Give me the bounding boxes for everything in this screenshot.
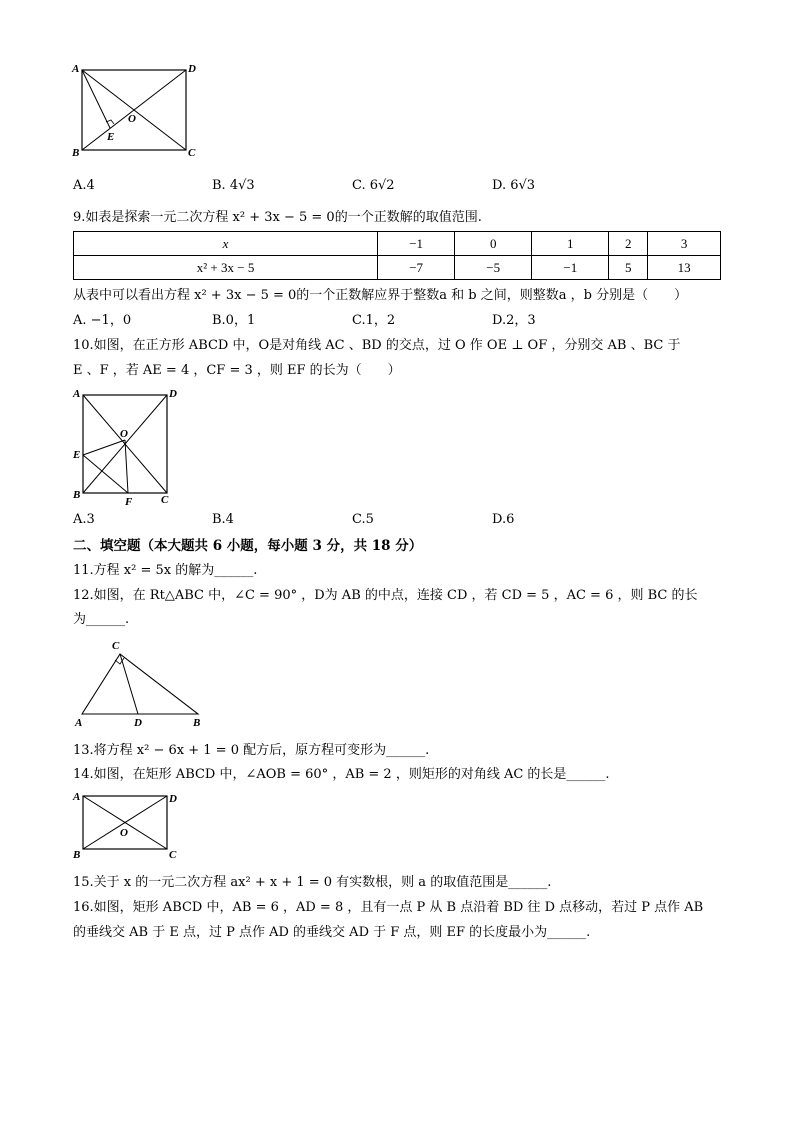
fig8-label-d: D (188, 63, 196, 75)
q8-option-b: B. 4√3 (212, 178, 255, 193)
fig8-label-e: E (107, 131, 115, 143)
table-row (74, 232, 721, 256)
q9-option-b: B.0，1 (212, 313, 256, 328)
q9-followup: 从表中可以看出方程 x² + 3x − 5 = 0的一个正数解应界于整数a 和 b 之间，则整数a ，b 分别是（ ） (73, 288, 688, 303)
q10-line1: 10.如图，在正方形 ABCD 中，O是对角线 AC 、BD 的交点，过 O 作 OE ⊥ OF ，分别交 AB 、BC 于 (73, 338, 681, 353)
fig10-label-b: B (73, 489, 81, 501)
fig10-label-f: F (125, 496, 133, 507)
q8-option-a: A.4 (73, 178, 95, 193)
q12-line2: 为______. (73, 612, 130, 627)
q10-option-d: D.6 (492, 512, 515, 527)
table-cell: 0 (455, 232, 532, 256)
q13-text: 13.将方程 x² − 6x + 1 = 0 配方后，原方程可变形为______. (73, 743, 430, 758)
table-cell: 5 (609, 256, 648, 280)
q10-option-c: C.5 (352, 512, 374, 527)
figure-q14-rectangle (70, 788, 185, 860)
q14-text: 14.如图，在矩形 ABCD 中，∠AOB = 60° ，AB = 2 ，则矩形的对角线 AC 的长是______. (73, 767, 610, 782)
q11-text: 11.方程 x² = 5x 的解为______. (73, 563, 258, 578)
q9-value-table (73, 231, 721, 280)
fig8-label-a: A (72, 63, 80, 75)
table-cell: −1 (378, 232, 455, 256)
fig12-label-c: C (112, 640, 120, 652)
table-cell: −5 (455, 256, 532, 280)
fig8-label-o: O (128, 113, 136, 125)
fig10-label-d: D (169, 388, 177, 400)
section-heading-fill-in: 二、填空题（本大题共 6 小题，每小题 3 分，共 18 分） (73, 538, 423, 554)
fig14-label-d: D (169, 793, 177, 805)
q16-line1: 16.如图，矩形 ABCD 中，AB = 6 ，AD = 8 ，且有一点 P 从 B 点沿着 BD 往 D 点移动，若过 P 点作 AB (73, 900, 704, 915)
q16-line2: 的垂线交 AB 于 E 点，过 P 点作 AD 的垂线交 AD 于 F 点，则 EF 的长度最小为______. (73, 925, 591, 940)
fig8-label-b: B (72, 147, 80, 159)
q8-option-d: D. 6√3 (492, 178, 536, 193)
fig14-label-o: O (120, 827, 128, 839)
table-row (74, 256, 721, 280)
figure-q8-rectangle (70, 60, 210, 160)
fig8-label-c: C (188, 147, 196, 159)
table-cell: x² + 3x − 5 (74, 256, 378, 280)
table-cell: 3 (648, 232, 721, 256)
q10-option-b: B.4 (212, 512, 234, 527)
figure-q10-square (70, 385, 180, 507)
q15-text: 15.关于 x 的一元二次方程 ax² + x + 1 = 0 有实数根，则 a 的取值范围是______. (73, 875, 552, 890)
q9-option-d: D.2，3 (492, 313, 536, 328)
fig14-label-b: B (73, 849, 81, 860)
fig12-label-b: B (193, 717, 201, 728)
fig10-label-o: O (120, 428, 128, 440)
table-cell: 13 (648, 256, 721, 280)
fig14-label-a: A (73, 791, 81, 803)
q8-option-c: C. 6√2 (352, 178, 395, 193)
fig10-label-a: A (73, 388, 81, 400)
q9-option-c: C.1，2 (352, 313, 396, 328)
q9-option-a: A. −1，0 (73, 313, 132, 328)
fig10-label-c: C (161, 494, 169, 506)
fig10-label-e: E (73, 449, 81, 461)
table-cell: 1 (532, 232, 609, 256)
table-cell: −1 (532, 256, 609, 280)
fig12-label-d: D (134, 717, 142, 728)
figure-q12-triangle (70, 636, 210, 728)
fig14-label-c: C (169, 849, 177, 860)
table-cell: 2 (609, 232, 648, 256)
table-cell: x (74, 232, 378, 256)
q10-line2: E 、F ，若 AE = 4 ，CF = 3 ，则 EF 的长为（ ） (73, 363, 401, 378)
table-cell: −7 (378, 256, 455, 280)
q10-option-a: A.3 (73, 512, 95, 527)
fig12-label-a: A (75, 717, 83, 728)
q9-stem: 9.如表是探索一元二次方程 x² + 3x − 5 = 0的一个正数解的取值范围. (73, 210, 482, 225)
q12-line1: 12.如图，在 Rt△ABC 中，∠C = 90° ，D为 AB 的中点，连接 CD ，若 CD = 5 ，AC = 6 ，则 BC 的长 (73, 588, 698, 603)
